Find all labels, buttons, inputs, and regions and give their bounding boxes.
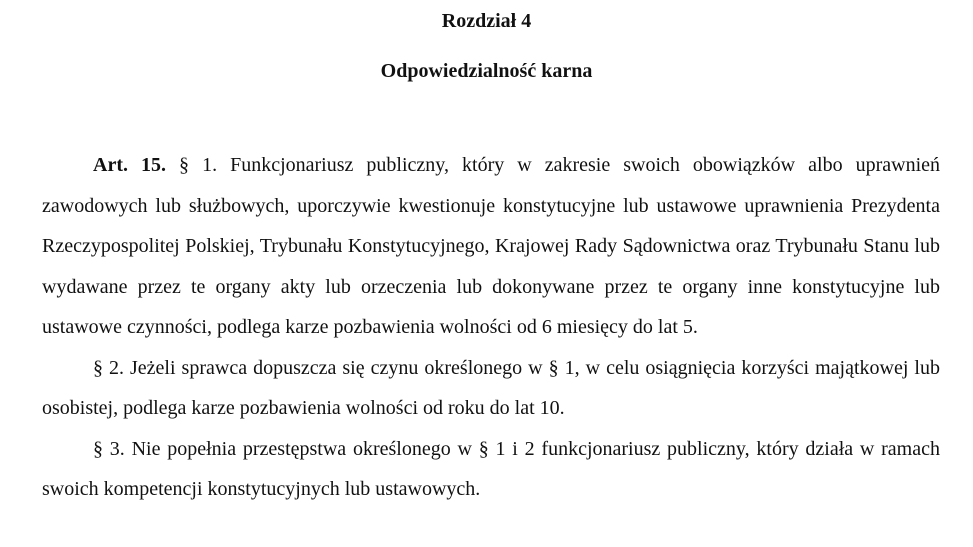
article-15: [42, 145, 940, 510]
article-paragraph-1: [42, 145, 940, 348]
article-paragraph-2: [42, 348, 940, 429]
paragraph-3-text: § 3. Nie popełnia przestępstwa określonego w § 1 i 2 funkcjonariusz publiczny, który działa w ramach swoich kompetencji konstytucyjnych lub ustawowych.: [42, 437, 940, 500]
article-label: Art. 15.: [93, 154, 167, 176]
chapter-subtitle: Odpowiedzialność karna: [380, 60, 593, 82]
article-paragraph-3: [42, 429, 940, 510]
chapter-title: Rozdział 4: [441, 10, 532, 32]
paragraph-2-text: § 2. Jeżeli sprawca dopuszcza się czynu określonego w § 1, w celu osiągnięcia korzyści majątkowej lub osobistej, podlega karze pozbawienia wolności od roku do lat 10.: [42, 356, 940, 419]
paragraph-1-text: § 1. Funkcjonariusz publiczny, który w zakresie swoich obowiązków albo uprawnień zawodowych lub służbowych, uporczywie kwestionuje konstytucyjne lub ustawowe uprawnienia Prezydenta Rzeczypospolitej Polskiej, Trybunału Konstytucyjnego, Krajowej Rady Sądownictwa oraz Trybunału Stanu lub wydawane przez te organy akty lub orzeczenia lub dokonywane przez te organy inne konstytucyjne lub ustawowe czynności, podlega karze pozbawienia wolności od 6 miesięcy do lat 5.: [42, 154, 941, 338]
